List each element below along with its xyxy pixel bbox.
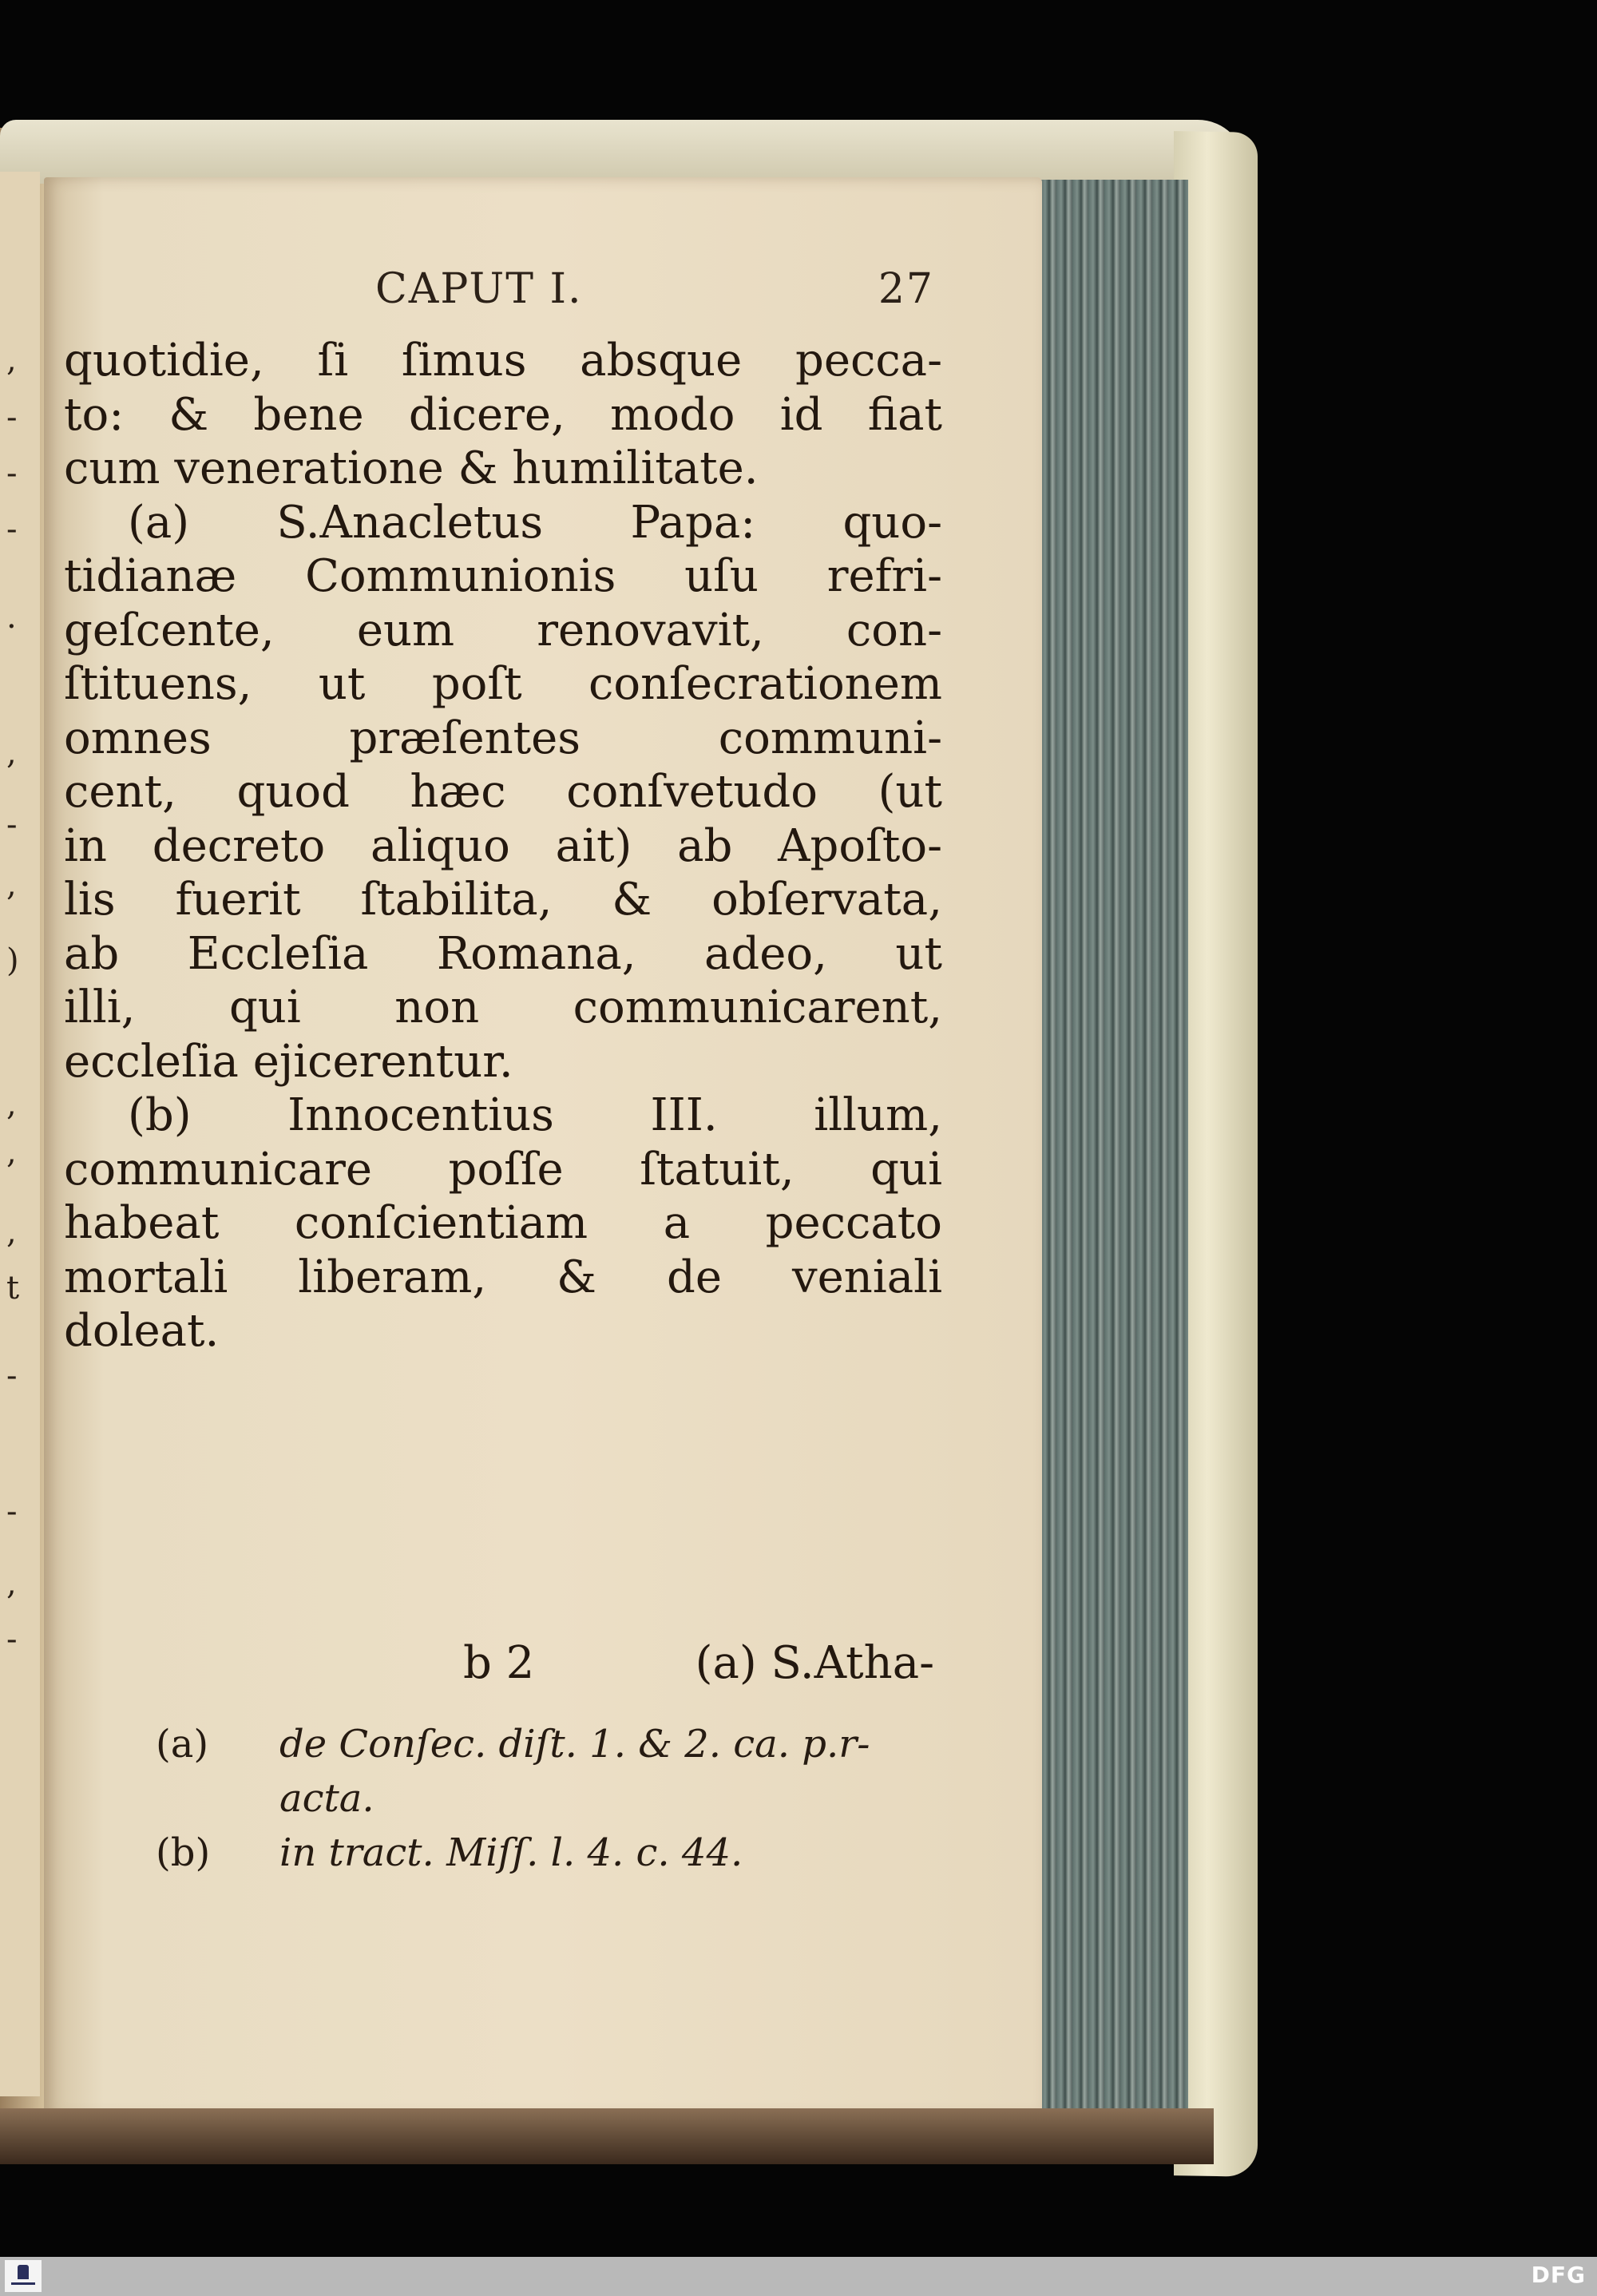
left-mark: - [6, 455, 18, 492]
left-mark: - [6, 1621, 18, 1658]
running-header [375, 265, 934, 321]
left-mark: . [6, 599, 17, 636]
left-mark: , [6, 735, 17, 771]
footnotes [156, 1717, 946, 1880]
left-mark: - [6, 511, 18, 548]
footnote-text: in tract. Miſſ. l. 4. c. 44. [279, 1830, 743, 1875]
dfg-logo: DFG [1531, 2262, 1586, 2288]
left-mark: - [6, 1358, 18, 1394]
text-line: (b) Innocentius III. illum, [128, 1089, 942, 1141]
text-line: (a) S.Anacletus Papa: quo- [128, 496, 942, 549]
left-mark: , [6, 1214, 17, 1251]
footnote-a [156, 1717, 946, 1771]
body-text [64, 334, 942, 1358]
text-line: tidianæ Communionis uſu refri- [64, 550, 942, 602]
text-line: omnes præſentes communi- [64, 712, 942, 764]
left-mark: - [6, 399, 18, 436]
cover-bottom [0, 2108, 1214, 2164]
left-mark: , [6, 342, 17, 379]
text-line: mortali liberam, & de veniali [64, 1251, 942, 1303]
left-mark: , [6, 1565, 17, 1602]
left-mark: - [6, 1493, 18, 1530]
viewer-footer-band [0, 2257, 1597, 2296]
text-line: to: & bene dicere, modo id fiat [64, 388, 942, 441]
text-line: habeat conſcientiam a peccato [64, 1197, 942, 1249]
library-seal-icon [5, 2260, 42, 2292]
chapter-title: CAPUT I. [375, 265, 583, 313]
catchword: (a) S.Atha- [695, 1637, 934, 1689]
text-line: ſtituens, ut poſt conſecrationem [64, 658, 942, 710]
text-line: eccleſia ejicerentur. [64, 1035, 513, 1088]
vellum-cover-top [0, 120, 1246, 184]
text-line: cum veneratione & humilitate. [64, 442, 759, 494]
footnote-continuation: acta. [279, 1776, 374, 1821]
text-line: doleat. [64, 1305, 220, 1357]
signature-mark: b 2 [463, 1637, 535, 1689]
footnote-mark: (a) [156, 1722, 209, 1767]
text-line: ab Eccleſia Romana, adeo, ut [64, 927, 942, 980]
catchword-line [463, 1637, 934, 1689]
left-mark: , [6, 1134, 17, 1171]
footnote-text: de Conſec. diſt. 1. & 2. ca. p.r- [279, 1722, 870, 1767]
text-line: lis fuerit ſtabilita, & obſervata, [64, 874, 942, 926]
text-line: communicare poſſe ſtatuit, qui [64, 1143, 942, 1196]
left-mark: - [6, 807, 18, 843]
left-mark: ) [6, 942, 19, 979]
page-block-edges [1038, 180, 1188, 2120]
page-number: 27 [878, 265, 934, 313]
text-line: cent, quod hæc conſvetudo (ut [64, 766, 942, 818]
text-line: geſcente, eum renovavit, con- [64, 604, 942, 656]
footnote-b [156, 1826, 946, 1880]
text-line: illi, qui non communicarent, [64, 981, 942, 1033]
text-line: quotidie, ſi ſimus absque pecca- [64, 335, 942, 387]
left-mark: t [6, 1270, 20, 1307]
left-mark: , [6, 866, 17, 903]
text-line: in decreto aliquo ait) ab Apoſto- [64, 819, 942, 872]
left-mark: , [6, 1086, 17, 1123]
footnote-mark: (b) [156, 1830, 211, 1875]
